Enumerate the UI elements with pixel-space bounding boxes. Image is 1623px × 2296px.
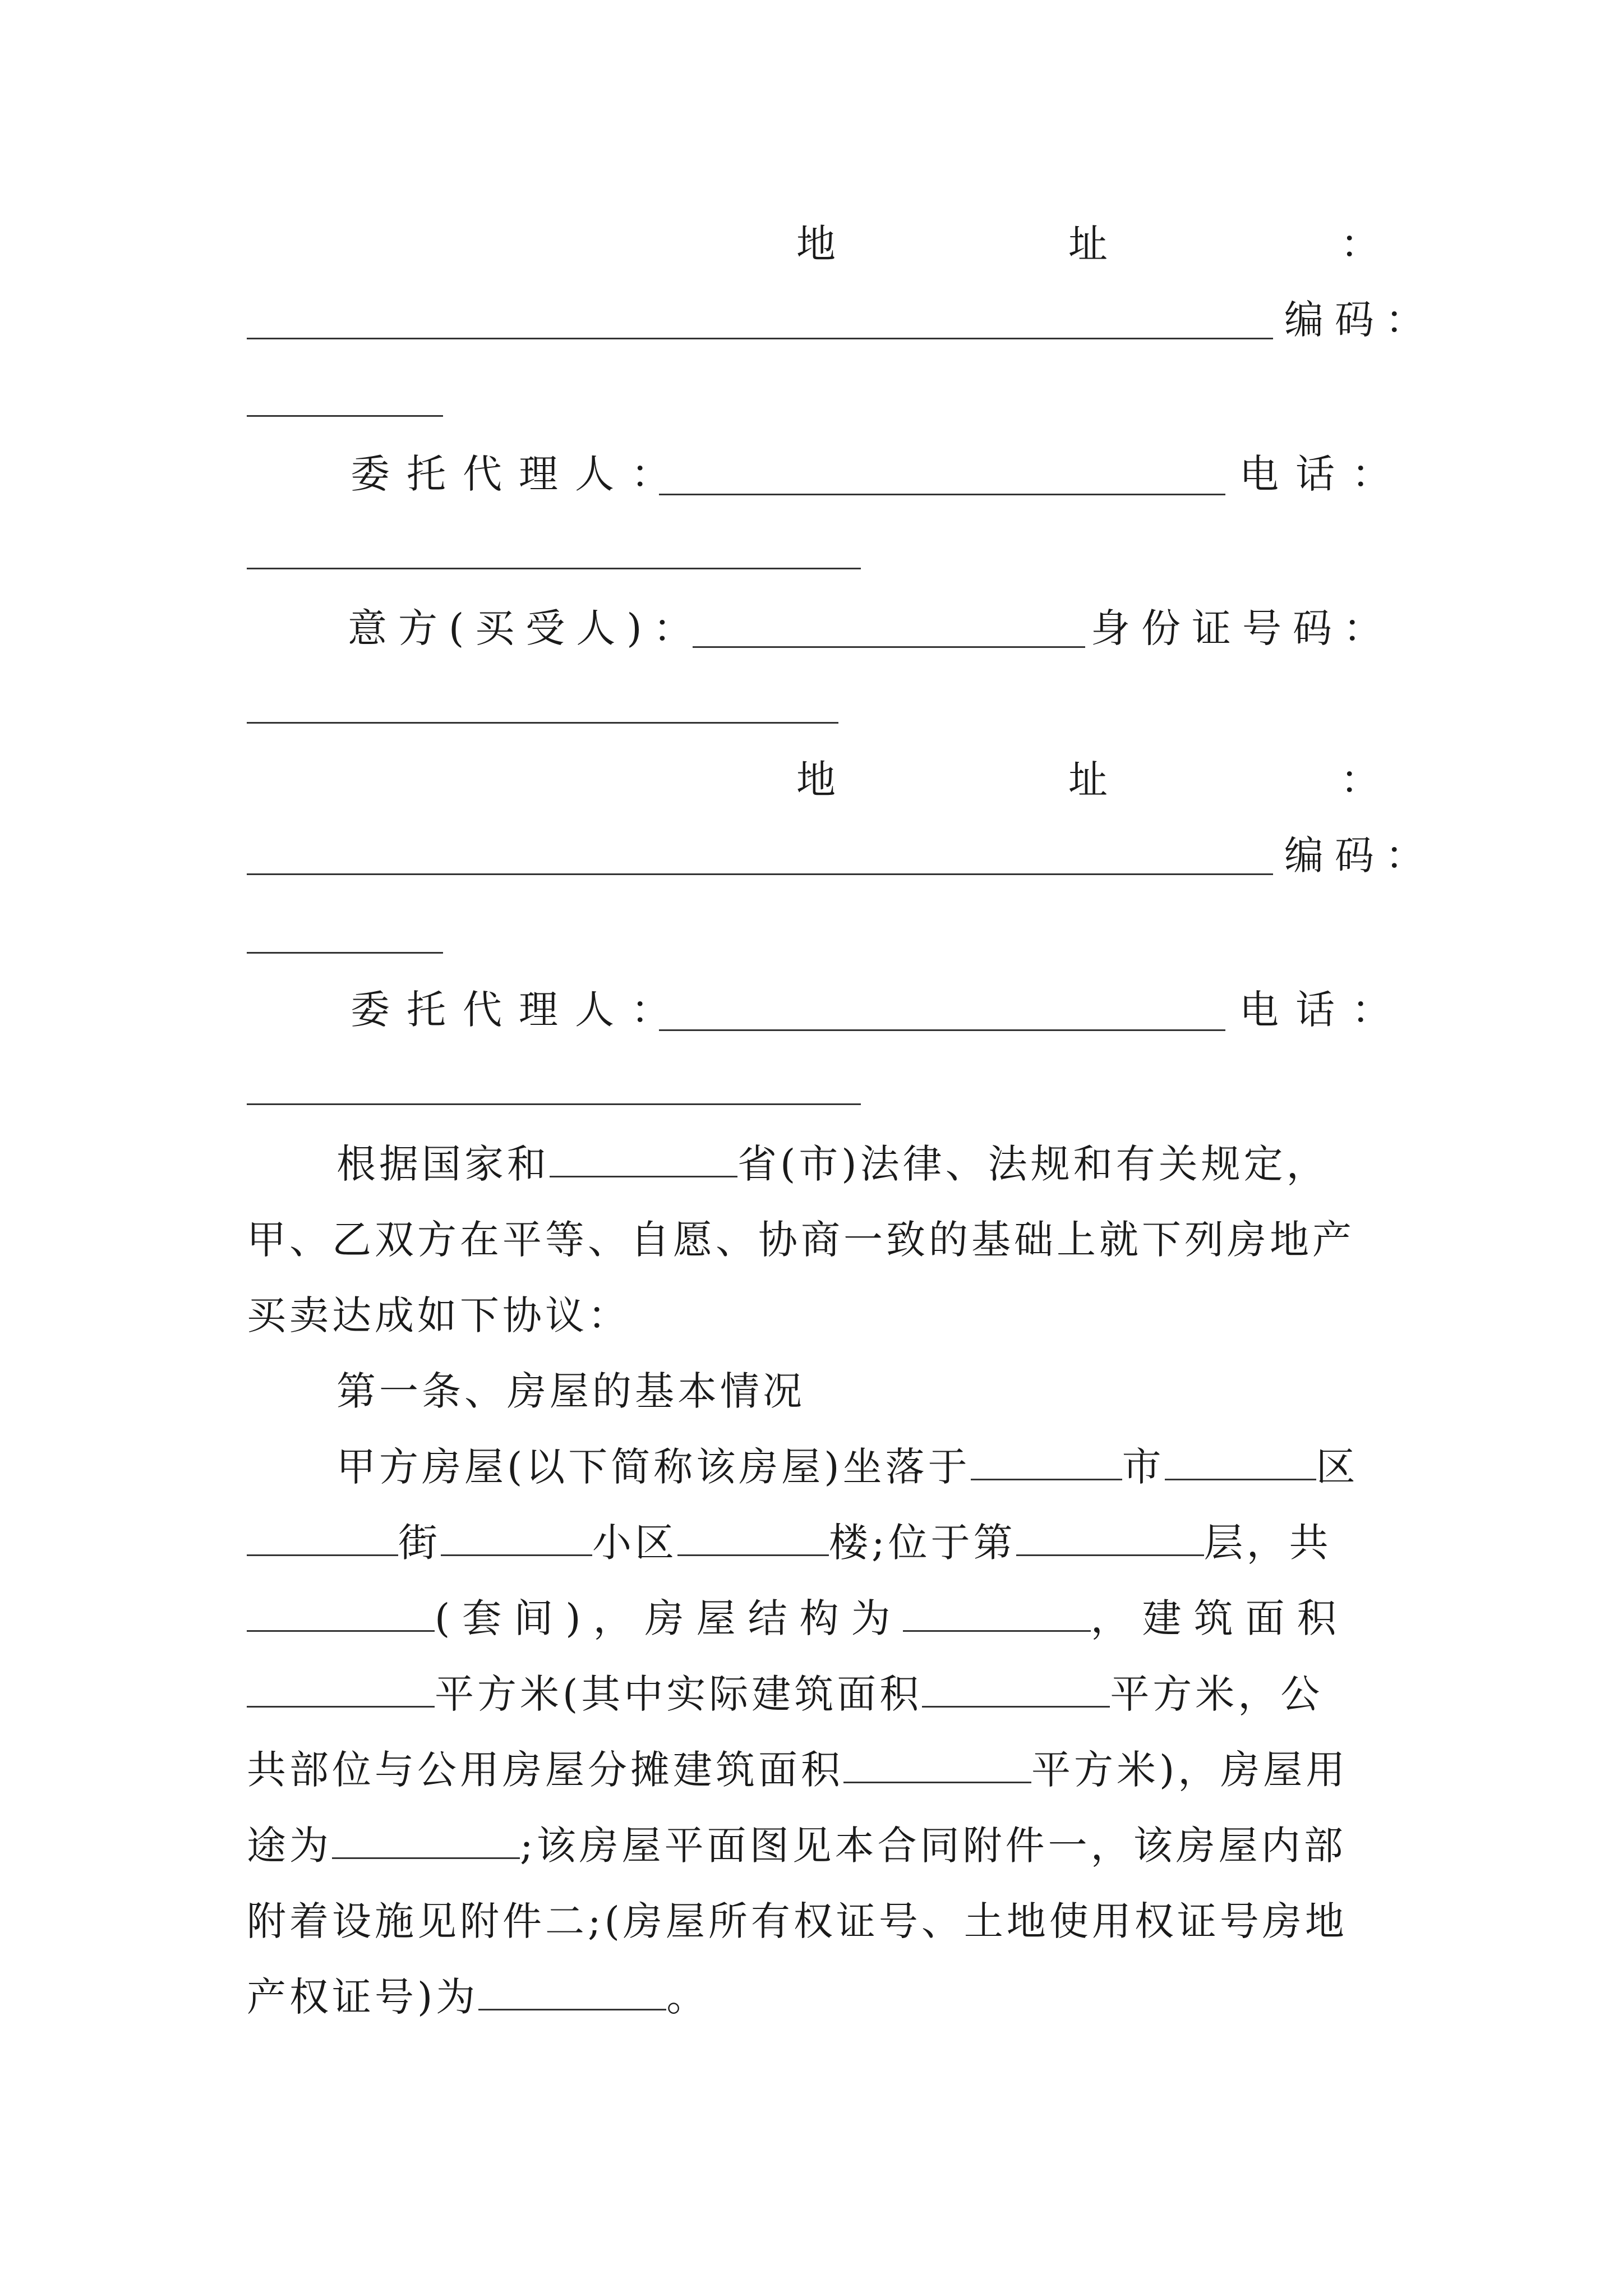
buyer-address-colon: ： (1340, 757, 1380, 803)
seller-agent-field[interactable] (659, 494, 1225, 495)
province-field[interactable] (550, 1135, 737, 1177)
seller-address-field[interactable] (247, 338, 1273, 339)
article1-l2-b: 小区 (592, 1520, 677, 1566)
preamble-line-3: 买卖达成如下协议： (247, 1292, 630, 1338)
buyer-agent-label: 委托代理人： (351, 987, 687, 1033)
buyer-phone-label: 电话： (1239, 987, 1408, 1033)
article1-l1-c: 区 (1316, 1444, 1359, 1490)
article1-l6-b: ;该房屋平面图见本合同附件一，该房屋内部 (520, 1823, 1347, 1869)
article1-heading: 第一条、房屋的基本情况 (336, 1368, 805, 1414)
buyer-id-label: 身份证号码： (1091, 605, 1394, 651)
article1-l5-b: 平方米)，房屋用 (1031, 1747, 1349, 1793)
article1-line-3 (247, 1579, 1349, 1658)
article1-l1-b: 市 (1122, 1444, 1165, 1490)
article1-l2-a: 街 (398, 1520, 441, 1566)
actual-area-field[interactable] (922, 1665, 1110, 1708)
buyer-postcode-label: 编码： (1284, 832, 1436, 878)
buyer-phone-field[interactable] (247, 1103, 861, 1105)
city-field[interactable] (971, 1438, 1122, 1480)
seller-postcode-label: 编码： (1284, 297, 1436, 343)
building-field[interactable] (677, 1514, 829, 1556)
buyer-address-label-2: 址 (1068, 757, 1108, 803)
preamble-line-1 (336, 1125, 1329, 1203)
article1-l4-a: 平方米(其中实际建筑面积 (435, 1671, 923, 1717)
article1-line-1 (336, 1428, 1359, 1506)
buyer-postcode-field[interactable] (247, 952, 443, 954)
seller-agent-label: 委托代理人： (351, 451, 687, 497)
article1-l3-b: ，建筑面积 (1090, 1595, 1349, 1641)
buyer-address-field[interactable] (247, 873, 1273, 875)
seller-address-colon: ： (1340, 221, 1380, 267)
buyer-id-field[interactable] (247, 722, 838, 724)
preamble-line-2: 甲、乙双方在平等、自愿、协商一致的基础上就下列房地产 (247, 1217, 1355, 1263)
buyer-party-label: 意方(买受人)： (348, 605, 704, 651)
building-area-field[interactable] (247, 1665, 435, 1708)
community-field[interactable] (441, 1514, 592, 1556)
article1-line-4 (247, 1655, 1323, 1733)
street-field[interactable] (247, 1514, 398, 1556)
article1-l6-a: 途为 (247, 1823, 332, 1869)
floor-field[interactable] (1016, 1514, 1204, 1556)
structure-field[interactable] (903, 1590, 1091, 1632)
article1-line-7: 附着设施见附件二;(房屋所有权证号、土地使用权证号房地 (247, 1898, 1348, 1944)
buyer-agent-field[interactable] (659, 1029, 1225, 1031)
article1-l8-b: 。 (666, 1974, 709, 2020)
shared-area-field[interactable] (843, 1741, 1031, 1783)
article1-l2-c: 楼;位于第 (829, 1520, 1016, 1566)
article1-line-5 (247, 1731, 1348, 1809)
article1-l4-b: 平方米，公 (1110, 1671, 1324, 1717)
buyer-name-field[interactable] (693, 646, 1085, 648)
article1-line-6 (247, 1806, 1347, 1885)
seller-address-label-1: 地 (796, 221, 836, 267)
article1-line-2 (247, 1503, 1332, 1582)
preamble-text-a: 根据国家和 (336, 1141, 550, 1187)
article1-l8-a: 产权证号)为 (247, 1974, 479, 2020)
usage-field[interactable] (332, 1817, 520, 1859)
certificate-number-field[interactable] (478, 1968, 666, 2010)
preamble-text-b: 省(市)法律、法规和有关规定， (737, 1141, 1329, 1187)
article1-l5-a: 共部位与公用房屋分摊建筑面积 (247, 1747, 843, 1793)
seller-address-label-2: 址 (1068, 221, 1108, 267)
article1-l1-a: 甲方房屋(以下简称该房屋)坐落于 (336, 1444, 971, 1490)
article1-l3-a: (套间)，房屋结构为 (435, 1595, 903, 1641)
seller-phone-label: 电话： (1239, 451, 1408, 497)
article1-line-8 (247, 1958, 709, 2036)
seller-phone-field[interactable] (247, 568, 861, 569)
seller-postcode-field[interactable] (247, 415, 443, 417)
buyer-address-label-1: 地 (796, 757, 836, 803)
article1-l2-d: 层，共 (1204, 1520, 1332, 1566)
district-field[interactable] (1165, 1438, 1316, 1480)
unit-count-field[interactable] (247, 1590, 435, 1632)
